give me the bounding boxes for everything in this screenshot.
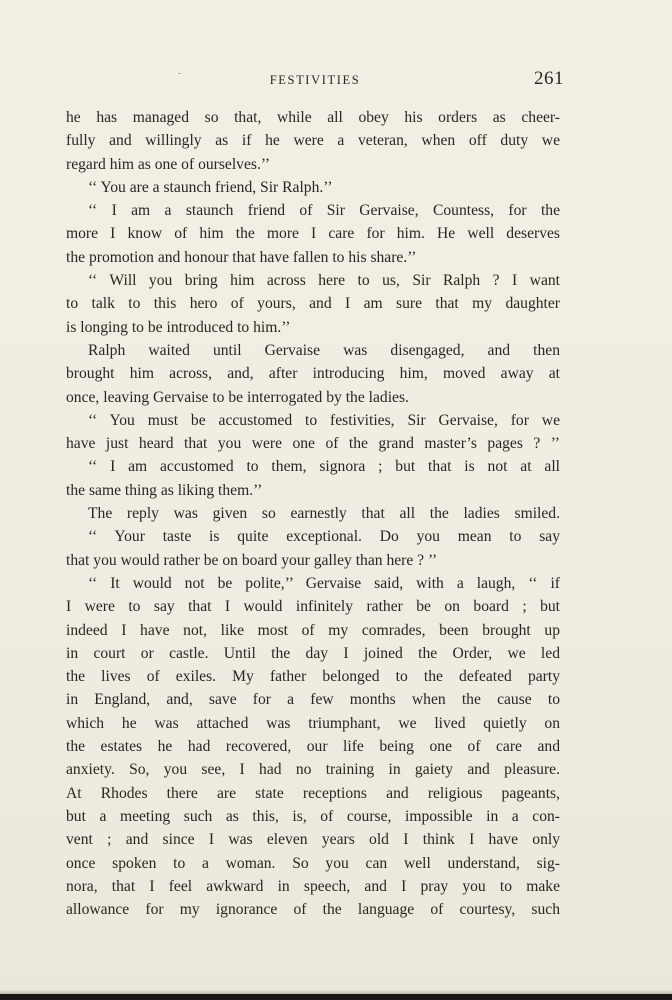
text-line: in court or castle. Until the day I joined the Order, we led [66, 644, 560, 662]
text-line: At Rhodes there are state receptions and religious pageants, [66, 784, 560, 802]
text-line: once, leaving Gervaise to be interrogated by the ladies. [66, 388, 409, 406]
text-line: brought him across, and, after introducing him, moved away at [66, 365, 560, 383]
text-line: that you would rather be on board your galley than here ? ’’ [66, 551, 438, 569]
text-line: Ralph waited until Gervaise was disengaged, and then [88, 341, 560, 359]
text-line: indeed I have not, like most of my comrades, been brought up [66, 621, 560, 639]
text-line: which he was attached was triumphant, we lived quietly on [66, 714, 560, 732]
text-line: ‘‘ It would not be polite,’’ Gervaise said, with a laugh, ‘‘ if [88, 574, 560, 592]
text-line: to talk to this hero of yours, and I am sure that my daughter [66, 295, 560, 313]
text-line: ‘‘ I am a staunch friend of Sir Gervaise, Countess, for the [88, 202, 560, 220]
text-line: he has managed so that, while all obey his orders as cheer- [66, 109, 560, 126]
text-line: The reply was given so earnestly that all the ladies smiled. [88, 505, 560, 523]
text-line: ‘‘ You are a staunch friend, Sir Ralph.’’ [88, 178, 333, 196]
body-text [66, 106, 560, 921]
running-head [66, 70, 564, 94]
text-line: anxiety. So, you see, I had no training in gaiety and pleasure. [66, 761, 560, 779]
text-line: nora, that I feel awkward in speech, and I pray you to make [66, 877, 560, 895]
text-line: I were to say that I would infinitely rather be on board ; but [66, 598, 560, 616]
text-line: in England, and, save for a few months when the cause to [66, 691, 560, 709]
page-number: 261 [534, 68, 564, 89]
text-line: the same thing as liking them.’’ [66, 481, 263, 499]
page-bottom-edge [0, 994, 672, 1000]
text-line: have just heard that you were one of the grand master’s pages ? ’’ [66, 435, 560, 453]
text-line: vent ; and since I was eleven years old I think I have only [66, 831, 560, 849]
text-line: ‘‘ Your taste is quite exceptional. Do you mean to say [88, 528, 560, 546]
text-line: fully and willingly as if he were a veteran, when off duty we [66, 132, 560, 150]
text-line: regard him as one of ourselves.’’ [66, 155, 271, 173]
text-line: is longing to be introduced to him.’’ [66, 318, 291, 336]
text-line: the lives of exiles. My father belonged to the defeated party [66, 668, 560, 686]
text-line: once spoken to a woman. So you can well understand, sig- [66, 854, 560, 872]
text-line: ‘‘ Will you bring him across here to us, Sir Ralph ? I want [88, 272, 560, 290]
text-line: allowance for my ignorance of the language of courtesy, such [66, 901, 560, 919]
text-line: more I know of him the more I care for him. He well deserves [66, 225, 560, 243]
chapter-title: FESTIVITIES [269, 73, 361, 87]
text-line: ‘‘ You must be accustomed to festivities, Sir Gervaise, for we [88, 411, 560, 429]
text-line: ‘‘ I am accustomed to them, signora ; but that is not at all [88, 458, 560, 476]
text-line: but a meeting such as this, is, of course, impossible in a con- [66, 807, 560, 825]
text-line: the estates he had recovered, our life being one of care and [66, 738, 560, 756]
text-line: the promotion and honour that have fallen to his share.’’ [66, 248, 417, 266]
